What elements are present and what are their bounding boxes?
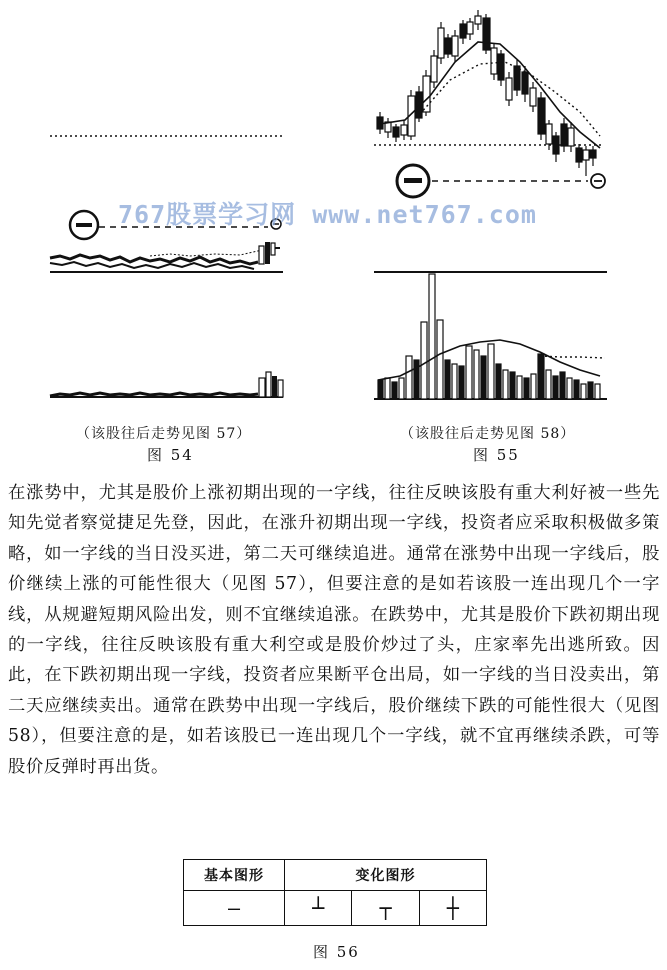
- figure-54-label: 图 54: [147, 446, 194, 464]
- volume-bars: [374, 272, 607, 399]
- figure-55-label: 图 55: [473, 446, 520, 464]
- figure-54-caption-note: （该股往后走势见图 57）: [76, 426, 252, 442]
- candlestick-series: [374, 10, 605, 197]
- watermark: 767股票学习网 www.net767.com: [118, 200, 537, 229]
- variant-pattern-glyph: ┼: [446, 896, 459, 920]
- body-paragraph: 在涨势中，尤其是股价上涨初期出现的一字线，往往反映该股有重大利好被一些先知先觉者察觉捷足先登，因此，在涨升初期出现一字线，投资者应采取积极做多策略，如一字线的当日没买进，第二天可继续追进。通常在涨势中出现一字线后，股价继续上涨的可能性很大（见图 57），但要注意的是如若该股一连出现几个一字线，从规避短期风险出发，则不宜继续追涨。在跌势中，尤其是股价下跌初期出现的一字线，往往反映该股有重大利空或是股价炒过了头，庄家率先出逃所致。因此，在下跌初期出现一字线，投资者应果断平仓出局，如一字线的当日没卖出，第二天应继续卖出。通常在跌势中出现一字线后，股价继续下跌的可能性很大（见图 58），但要注意的是，如若该股已一连出现几个一字线，就不宜再继续杀跌，可等股价反弹时再出货。: [8, 483, 660, 777]
- small-minus-marker-icon: [591, 174, 605, 188]
- basic-pattern-glyph: —: [227, 896, 241, 920]
- figure-55-caption-note: （该股往后走势见图 58）: [400, 426, 576, 442]
- header-variant-pattern: 变化图形: [285, 860, 487, 891]
- variant-pattern-cell-2: [352, 891, 419, 926]
- variant-pattern-cell-1: [285, 891, 352, 926]
- minus-marker-icon: [397, 165, 429, 197]
- figure-56-table: [183, 859, 487, 926]
- variant-pattern-glyph: ┴: [312, 896, 325, 920]
- basic-pattern-cell: [184, 891, 285, 926]
- figure-56-label: 图 56: [313, 943, 360, 961]
- variant-pattern-cell-3: [419, 891, 486, 926]
- variant-pattern-glyph: ┬: [379, 896, 392, 920]
- header-basic-pattern: 基本图形: [184, 860, 285, 891]
